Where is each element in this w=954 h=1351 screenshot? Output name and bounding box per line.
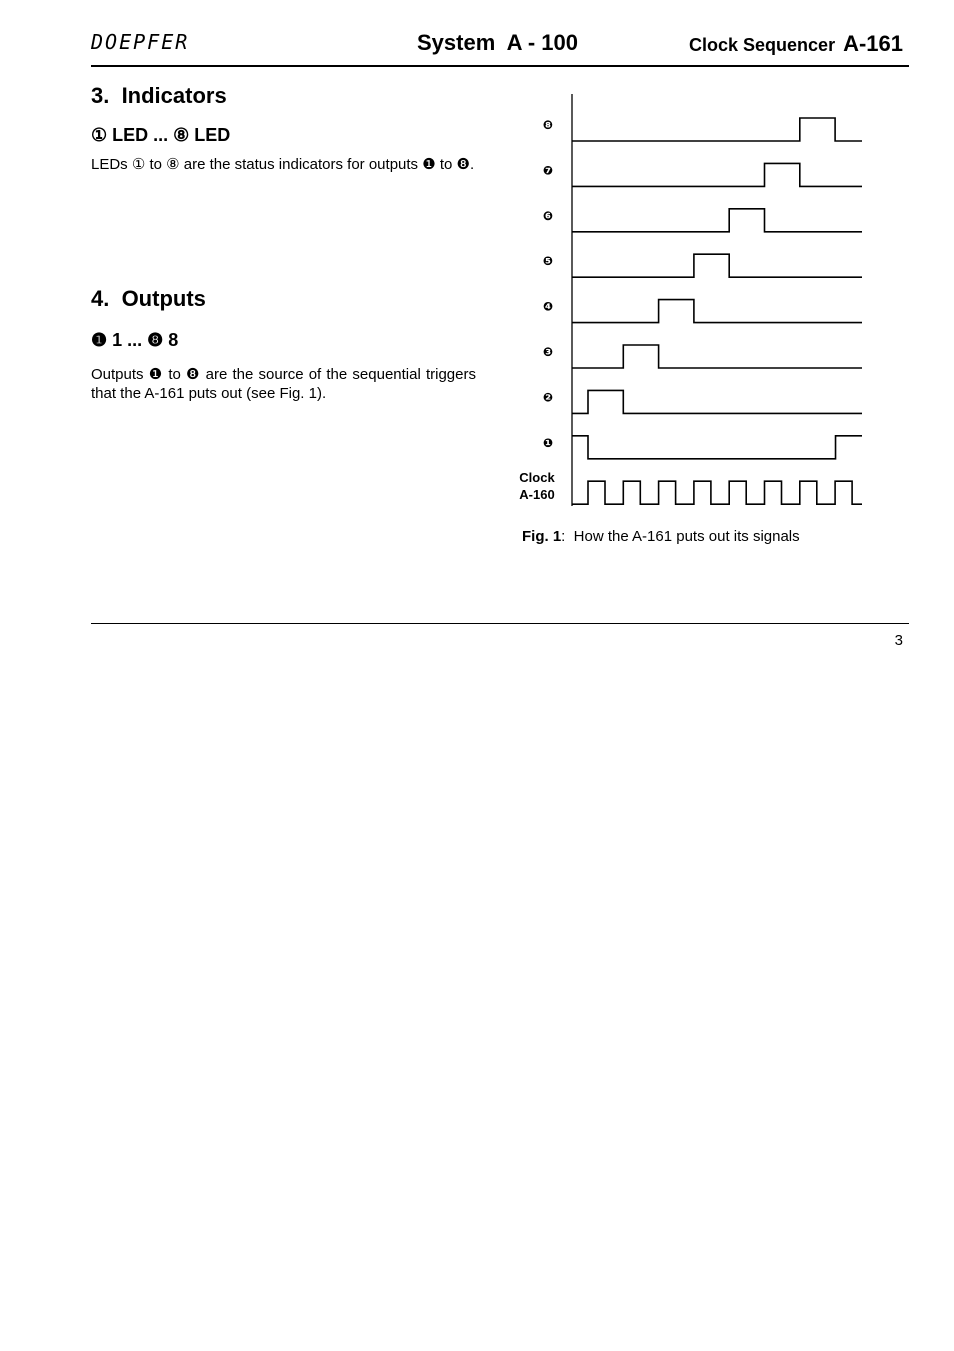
output-label-6: ❻ — [542, 208, 554, 223]
output-label-5: ❺ — [542, 254, 554, 269]
brand-logo: DOEPFER — [91, 30, 190, 54]
output-label-1: ❶ — [542, 435, 554, 450]
output-label-4: ❹ — [542, 299, 554, 314]
footer-rule — [91, 623, 909, 624]
clock-label-line1: Clock — [519, 470, 555, 486]
output-8-trace — [572, 118, 862, 141]
output-label-8: ❽ — [542, 118, 554, 132]
output-4-trace — [572, 300, 862, 323]
output-7-trace — [572, 163, 862, 186]
output-label-2: ❷ — [542, 390, 554, 405]
figure-caption — [522, 528, 800, 545]
section-3-body: LEDs ① to ⑧ are the status indicators for outputs ❶ to ❽. — [91, 156, 475, 173]
figure-caption-text: : How the A-161 puts out its signals — [561, 528, 800, 545]
output-1-trace — [572, 436, 862, 459]
section-3-heading: 3. Indicators — [91, 83, 227, 108]
clock-label-line2: A-160 — [519, 487, 555, 503]
figure-caption-label: Fig. 1 — [522, 528, 562, 545]
clock-trace — [572, 481, 862, 504]
output-6-trace — [572, 209, 862, 232]
output-5-trace — [572, 254, 862, 277]
section-4-body: Outputs ❶ to ❽ are the source of the sequential triggers that the A-161 puts out (see Fig. 1). — [91, 366, 476, 402]
product-title — [689, 31, 903, 57]
header-rule — [91, 65, 909, 67]
section-4-heading: 4. Outputs — [91, 286, 206, 311]
output-3-trace — [572, 345, 862, 368]
product-name: Clock Sequencer — [689, 35, 836, 55]
page-number: 3 — [894, 632, 903, 649]
timing-diagram — [510, 90, 880, 520]
output-label-3: ❸ — [542, 345, 554, 359]
output-label-7: ❼ — [542, 163, 554, 178]
section-3-subheading: ① LED ... ⑧ LED — [91, 125, 231, 145]
section-4-subheading: ❶ 1 ... ❽ 8 — [91, 330, 179, 350]
system-title: System A - 100 — [417, 30, 579, 55]
output-2-trace — [572, 390, 862, 413]
product-model: A-161 — [843, 31, 903, 56]
